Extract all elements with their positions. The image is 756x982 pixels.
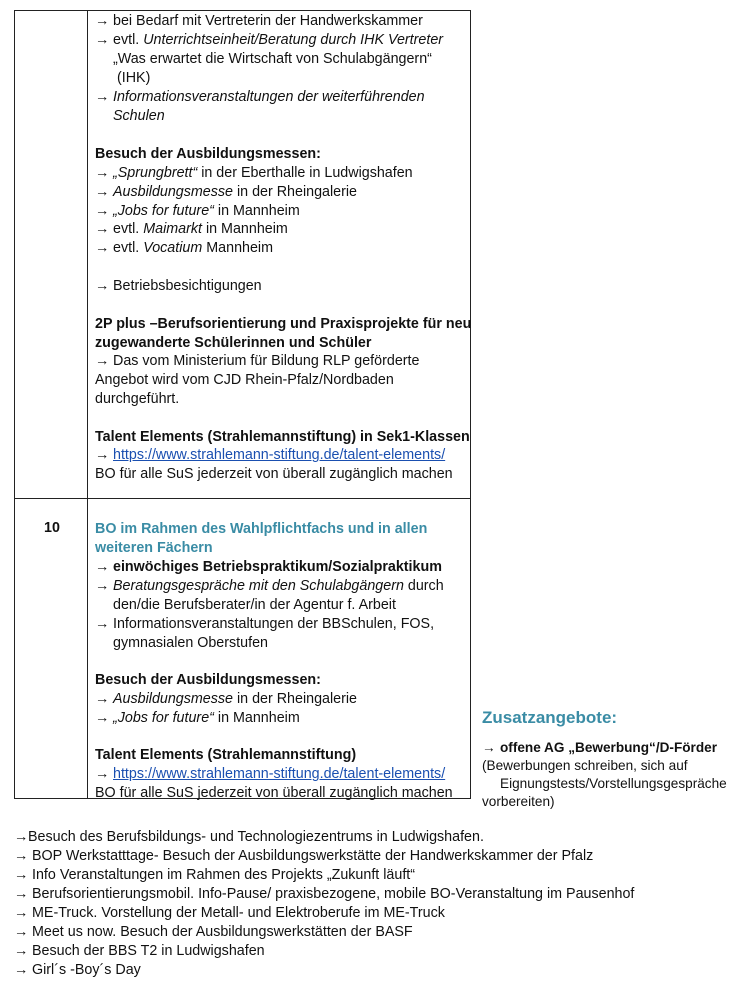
section-heading: zugewanderte Schülerinnen und Schüler <box>95 335 372 351</box>
item-text: evtl. <box>113 240 144 256</box>
item-text: evtl. <box>113 32 144 48</box>
talent-elements-link[interactable]: https://www.strahlemann-stiftung.de/talent-elements/ <box>113 447 446 463</box>
list-item <box>95 239 273 257</box>
list-item <box>14 847 593 865</box>
arrow-icon: → <box>95 13 110 29</box>
arrow-icon: → <box>95 710 110 726</box>
arrow-icon: → <box>14 848 29 864</box>
arrow-icon: → <box>95 278 110 294</box>
list-item-cont: „Was erwartet die Wirtschaft von Schulabgängern“ <box>113 51 432 67</box>
list-item <box>14 961 141 979</box>
item-text: Mannheim <box>202 240 274 256</box>
item-text: in Mannheim <box>213 203 300 219</box>
item-text-italic: „Jobs for future“ <box>113 710 214 726</box>
item-text: bei Bedarf mit Vertreterin der Handwerkskammer <box>113 13 423 29</box>
list-item <box>95 446 445 464</box>
list-item <box>482 739 717 757</box>
arrow-icon: → <box>95 203 110 219</box>
list-item <box>14 904 445 922</box>
arrow-icon: → <box>14 962 29 978</box>
item-text: Besuch des Berufsbildungs- und Technologiezentrums in Ludwigshafen. <box>28 829 484 845</box>
column-divider <box>87 11 88 798</box>
item-text: Info Veranstaltungen im Rahmen des Projekts „Zukunft läuft“ <box>32 867 416 883</box>
list-item <box>95 183 357 201</box>
list-item <box>95 164 413 182</box>
item-text: Berufsorientierungsmobil. Info-Pause/ praxisbezogene, mobile BO-Veranstaltung im Pausenhof <box>32 886 635 902</box>
list-item <box>95 558 442 576</box>
arrow-icon: → <box>14 886 29 902</box>
arrow-icon: → <box>14 905 29 921</box>
list-item <box>95 690 357 708</box>
arrow-icon: → <box>14 829 29 845</box>
section-heading: Besuch der Ausbildungsmessen: <box>95 672 321 688</box>
item-text-italic: Beratungsgespräche mit den Schulabgängern <box>113 578 404 594</box>
arrow-icon: → <box>14 943 29 959</box>
list-item <box>14 866 415 884</box>
paragraph-line: BO für alle SuS jederzeit von überall zugänglich machen <box>95 785 453 801</box>
talent-elements-link[interactable]: https://www.strahlemann-stiftung.de/talent-elements/ <box>113 766 446 782</box>
list-item-cont: gymnasialen Oberstufen <box>113 635 268 651</box>
item-text: einwöchiges Betriebspraktikum/Sozialpraktikum <box>113 559 442 575</box>
arrow-icon: → <box>95 559 110 575</box>
item-text: Girl´s -Boy´s Day <box>32 962 141 978</box>
arrow-icon: → <box>95 165 110 181</box>
paragraph-line: durchgeführt. <box>95 391 180 407</box>
list-item <box>95 765 445 783</box>
list-item <box>95 202 300 220</box>
row-number: 10 <box>44 520 60 536</box>
arrow-icon: → <box>482 740 496 755</box>
arrow-icon: → <box>95 353 110 369</box>
arrow-icon: → <box>95 89 110 105</box>
list-item <box>95 31 443 49</box>
item-text-italic: Unterrichtseinheit/Beratung durch IHK Vertreter <box>143 32 444 48</box>
section-heading: Besuch der Ausbildungsmessen: <box>95 146 321 162</box>
list-item <box>95 577 444 595</box>
item-text-italic: Ausbildungsmesse <box>113 184 234 200</box>
list-item <box>95 220 288 238</box>
item-text-italic: „Sprungbrett“ <box>113 165 198 181</box>
item-text: Informationsveranstaltungen der BBSchulen, FOS, <box>113 616 435 632</box>
paragraph-line: (Bewerbungen schreiben, sich auf <box>482 758 688 773</box>
arrow-icon: → <box>95 240 110 256</box>
list-item <box>14 828 484 846</box>
section-heading: Talent Elements (Strahlemannstiftung) <box>95 747 357 763</box>
item-text: evtl. <box>113 221 144 237</box>
arrow-icon: → <box>95 766 110 782</box>
list-item <box>14 923 413 941</box>
arrow-icon: → <box>95 447 110 463</box>
row-divider <box>15 498 470 499</box>
list-item <box>14 885 634 903</box>
section-heading: weiteren Fächern <box>95 540 213 556</box>
arrow-icon: → <box>14 867 29 883</box>
arrow-icon: → <box>95 221 110 237</box>
item-text: in Mannheim <box>201 221 288 237</box>
list-item <box>95 615 434 633</box>
paragraph-line: Angebot wird vom CJD Rhein-Pfalz/Nordbaden <box>95 372 394 388</box>
list-item <box>14 942 265 960</box>
item-text: Besuch der BBS T2 in Ludwigshafen <box>32 943 265 959</box>
list-item-cont: Schulen <box>113 108 165 124</box>
paragraph-line: BO für alle SuS jederzeit von überall zugänglich machen <box>95 466 453 482</box>
item-text: BOP Werkstatttage- Besuch der Ausbildungswerkstätte der Handwerkskammer der Pfalz <box>32 848 594 864</box>
item-text-italic: „Jobs for future“ <box>113 203 214 219</box>
section-heading: 2P plus –Berufsorientierung und Praxisprojekte für neu <box>95 316 472 332</box>
item-text: in der Eberthalle in Ludwigshafen <box>197 165 413 181</box>
item-text: in Mannheim <box>213 710 300 726</box>
list-item <box>95 352 419 370</box>
list-item <box>95 709 300 727</box>
arrow-icon: → <box>95 32 110 48</box>
arrow-icon: → <box>14 924 29 940</box>
section-heading: BO im Rahmen des Wahlpflichtfachs und in allen <box>95 521 428 537</box>
list-item-cont: (IHK) <box>117 70 151 86</box>
list-item <box>95 277 262 295</box>
zusatz-title: Zusatzangebote: <box>482 708 618 727</box>
item-text: Meet us now. Besuch der Ausbildungswerkstätten der BASF <box>32 924 413 940</box>
arrow-icon: → <box>95 184 110 200</box>
list-item-cont: den/die Berufsberater/in der Agentur f. Arbeit <box>113 597 396 613</box>
section-heading: Talent Elements (Strahlemannstiftung) in Sek1-Klassen <box>95 429 470 445</box>
item-text: Informationsveranstaltungen der weiterführenden <box>113 89 425 105</box>
arrow-icon: → <box>95 691 110 707</box>
arrow-icon: → <box>95 578 110 594</box>
item-text: Betriebsbesichtigungen <box>113 278 262 294</box>
arrow-icon: → <box>95 616 110 632</box>
item-text: ME-Truck. Vorstellung der Metall- und Elektroberufe im ME-Truck <box>32 905 445 921</box>
item-text-italic: Maimarkt <box>143 221 202 237</box>
paragraph-line: vorbereiten) <box>482 794 555 809</box>
item-text: in der Rheingalerie <box>233 691 357 707</box>
item-text: in der Rheingalerie <box>233 184 357 200</box>
item-text: durch <box>403 578 444 594</box>
item-text: offene AG „Bewerbung“/D-Förder <box>500 740 718 755</box>
paragraph-line: Eignungstests/Vorstellungsgespräche <box>500 776 727 791</box>
item-text: Das vom Ministerium für Bildung RLP geförderte <box>113 353 420 369</box>
item-text-italic: Ausbildungsmesse <box>113 691 234 707</box>
item-text-italic: Vocatium <box>143 240 203 256</box>
list-item <box>95 88 425 106</box>
list-item <box>95 12 423 30</box>
